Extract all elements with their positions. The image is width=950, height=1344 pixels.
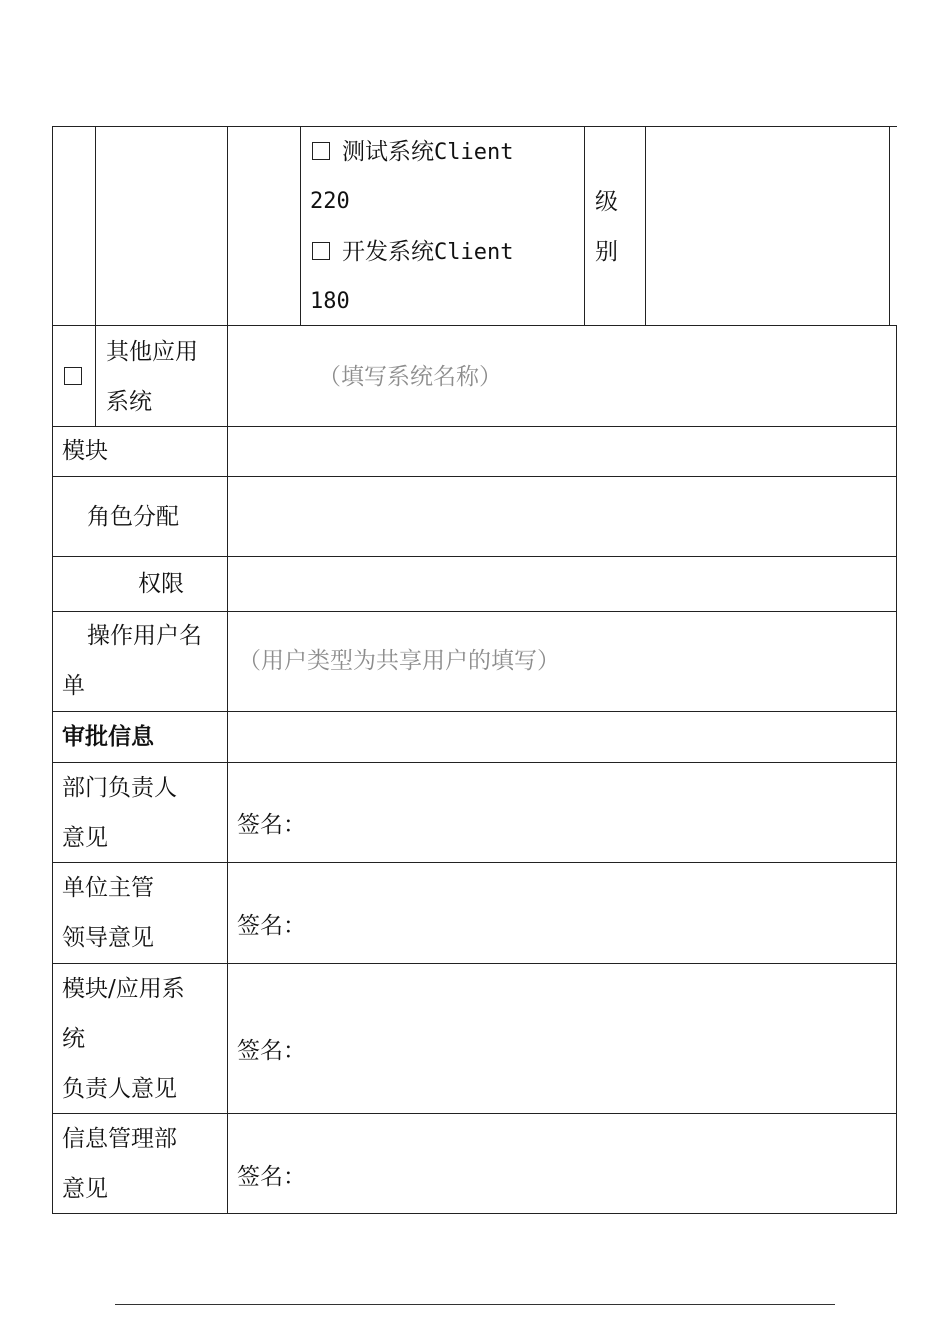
option-dev-client: Client [434, 240, 514, 265]
approval-row-2-label-1: 单位主管 [62, 875, 154, 901]
other-app-label-1: 其他应用 [106, 339, 198, 365]
row-line [52, 1213, 897, 1214]
operator-list-input[interactable]: （用户类型为共享用户的填写） [238, 648, 560, 674]
level-label-1: 级 [595, 189, 618, 215]
option-dev-system[interactable] [312, 227, 513, 278]
other-app-name-input[interactable]: （填写系统名称） [318, 364, 502, 390]
approval-header: 审批信息 [62, 723, 154, 750]
approval-row-2-label-2: 领导意见 [62, 925, 154, 951]
col-line [52, 126, 53, 1214]
corner-tick [889, 126, 897, 127]
col-line [584, 126, 585, 326]
approval-row-3-label-3: 负责人意见 [62, 1076, 177, 1102]
checkbox-icon[interactable] [64, 367, 82, 385]
approval-row-4-label-2: 意见 [62, 1176, 108, 1202]
role-assign-value-cell[interactable] [228, 477, 896, 556]
option-test-number: 220 [310, 189, 350, 214]
footer-divider [115, 1304, 835, 1305]
level-label-2: 别 [595, 239, 618, 265]
approval-row-4-label-1: 信息管理部 [62, 1126, 177, 1152]
permission-label: 权限 [138, 571, 184, 597]
row-line [52, 1113, 897, 1114]
approval-row-3-label-2: 统 [62, 1026, 85, 1052]
option-test-system[interactable] [312, 127, 513, 178]
module-value-cell[interactable] [228, 427, 896, 476]
option-dev-number: 180 [310, 289, 350, 314]
row-line [52, 862, 897, 863]
option-test-label: 测试系统 [342, 139, 434, 165]
row-line [52, 711, 897, 712]
col-line [300, 126, 301, 326]
approval-row-1-label-2: 意见 [62, 825, 108, 851]
operator-list-label-2: 单 [62, 673, 85, 699]
approval-row-1-sign[interactable]: 签名： [237, 812, 306, 838]
col-line [645, 126, 646, 326]
other-app-checkbox[interactable] [64, 367, 82, 389]
row-line [52, 325, 897, 326]
approval-row-3-sign[interactable]: 签名： [237, 1038, 306, 1064]
module-label: 模块 [62, 438, 108, 464]
approval-row-1-label-1: 部门负责人 [62, 775, 177, 801]
approval-row-3-label-1: 模块/应用系 [62, 976, 185, 1002]
other-app-label-2: 系统 [106, 389, 152, 415]
col-line [95, 126, 96, 426]
approval-row-4-sign[interactable]: 签名： [237, 1164, 306, 1190]
col-line [227, 126, 228, 1214]
option-dev-label: 开发系统 [342, 239, 434, 265]
checkbox-icon[interactable] [312, 142, 330, 160]
permission-value-cell[interactable] [228, 557, 896, 611]
checkbox-icon[interactable] [312, 242, 330, 260]
role-assign-label: 角色分配 [87, 504, 179, 530]
approval-row-2-sign[interactable]: 签名： [237, 913, 306, 939]
row-line [52, 762, 897, 763]
option-test-client: Client [434, 140, 514, 165]
col-line [889, 126, 890, 326]
col-line [896, 325, 897, 1214]
operator-list-label-1: 操作用户名 [87, 623, 202, 649]
